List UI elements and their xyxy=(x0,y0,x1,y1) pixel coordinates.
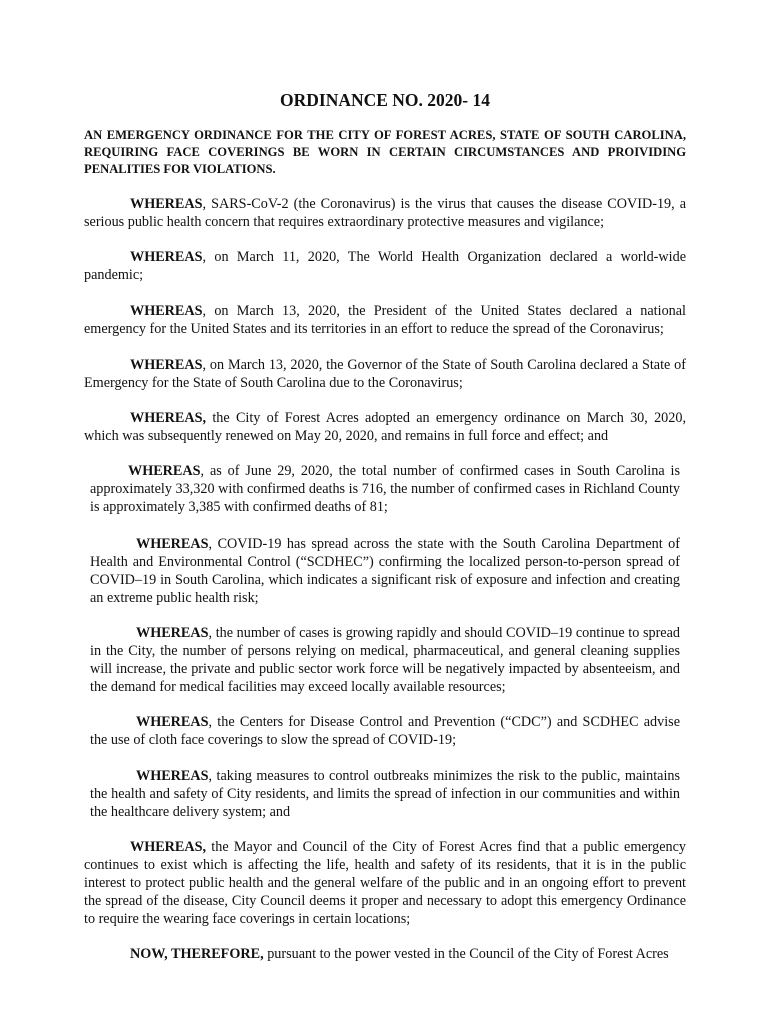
whereas-paragraph-10 xyxy=(90,767,680,821)
now-therefore-paragraph xyxy=(84,945,686,963)
paragraph-lead: WHEREAS xyxy=(130,303,203,319)
paragraph-lead: WHEREAS, xyxy=(130,839,207,855)
ordinance-title: ORDINANCE NO. 2020- 14 xyxy=(280,90,490,110)
paragraph-lead: WHEREAS xyxy=(136,768,209,784)
paragraph-lead: WHEREAS xyxy=(130,249,203,265)
whereas-paragraph-5 xyxy=(84,409,686,445)
whereas-paragraph-2 xyxy=(84,248,686,284)
paragraph-text: , the Centers for Disease Control and Prevention (“CDC”) and SCDHEC advise the use of cloth face coverings to slow the spread of COVID-19; xyxy=(90,714,680,748)
whereas-paragraph-9 xyxy=(90,713,680,749)
paragraph-text: , SARS-CoV-2 (the Coronavirus) is the virus that causes the disease COVID-19, a serious public health concern that requires extraordinary protective measures and vigilance; xyxy=(84,196,686,230)
paragraph-text: pursuant to the power vested in the Council of the City of Forest Acres xyxy=(263,946,669,962)
paragraph-text: , COVID-19 has spread across the state with the South Carolina Department of Health and Environmental Control (“SCDHEC”) confirming the localized person-to-person spread of COVID–19 in South Carolina, which indicates a significant risk of exposure and infection and creating an extreme public health risk; xyxy=(90,536,680,606)
paragraph-text: , on March 13, 2020, the Governor of the State of South Carolina declared a State of Emergency for the State of South Carolina due to the Coronavirus; xyxy=(84,357,686,391)
paragraph-text: , on March 13, 2020, the President of the United States declared a national emergency for the United States and its territories in an effort to reduce the spread of the Coronavirus; xyxy=(84,303,686,337)
whereas-paragraph-6 xyxy=(90,462,680,516)
paragraph-text: , as of June 29, 2020, the total number of confirmed cases in South Carolina is approximately 33,320 with confirmed deaths is 716, the number of confirmed cases in Richland County is approximately 3,385 with confirmed deaths of 81; xyxy=(90,463,680,515)
whereas-paragraph-3 xyxy=(84,302,686,338)
paragraph-lead: WHEREAS xyxy=(136,625,209,641)
paragraph-text: the City of Forest Acres adopted an emergency ordinance on March 30, 2020, which was subsequently renewed on May 20, 2020, and remains in full force and effect; and xyxy=(84,410,686,444)
paragraph-lead: WHEREAS, xyxy=(130,410,207,426)
paragraph-lead: WHEREAS xyxy=(136,536,209,552)
whereas-paragraph-11 xyxy=(84,838,686,928)
paragraph-text: , the number of cases is growing rapidly and should COVID–19 continue to spread in the City, the number of persons relying on medical, pharmaceutical, and general cleaning supplies will increase, the private and public sector work force will be negatively impacted by absenteeism, and the demand for medical facilities may exceed locally available resources; xyxy=(90,625,680,695)
paragraph-lead: WHEREAS xyxy=(128,463,201,479)
paragraph-lead: WHEREAS xyxy=(130,357,203,373)
whereas-paragraph-4 xyxy=(84,356,686,392)
paragraph-lead: NOW, THEREFORE, xyxy=(130,946,264,962)
paragraph-lead: WHEREAS xyxy=(136,714,209,730)
paragraph-text: the Mayor and Council of the City of Forest Acres find that a public emergency continues to exist which is affecting the life, health and safety of its residents, that it is in the public interest to protect public health and the general welfare of the public and in an ongoing effort to prevent the spread of the disease, City Council deems it proper and necessary to adopt this emergency Ordinance to require the wearing face coverings in certain locations; xyxy=(84,839,686,927)
ordinance-intro: AN EMERGENCY ORDINANCE FOR THE CITY OF FOREST ACRES, STATE OF SOUTH CAROLINA, REQUIRING FACE COVERINGS BE WORN IN CERTAIN CIRCUMSTANCES AND PROIVIDING PENALITIES FOR VIOLATIONS. xyxy=(84,128,686,176)
whereas-paragraph-7 xyxy=(90,535,680,607)
whereas-paragraph-1 xyxy=(84,195,686,231)
paragraph-text: , on March 11, 2020, The World Health Organization declared a world-wide pandemic; xyxy=(84,249,686,283)
paragraph-lead: WHEREAS xyxy=(130,196,203,212)
whereas-paragraph-8 xyxy=(90,624,680,696)
paragraph-text: , taking measures to control outbreaks minimizes the risk to the public, maintains the health and safety of City residents, and limits the spread of infection in our communities and within the healthcare delivery system; and xyxy=(90,768,680,820)
